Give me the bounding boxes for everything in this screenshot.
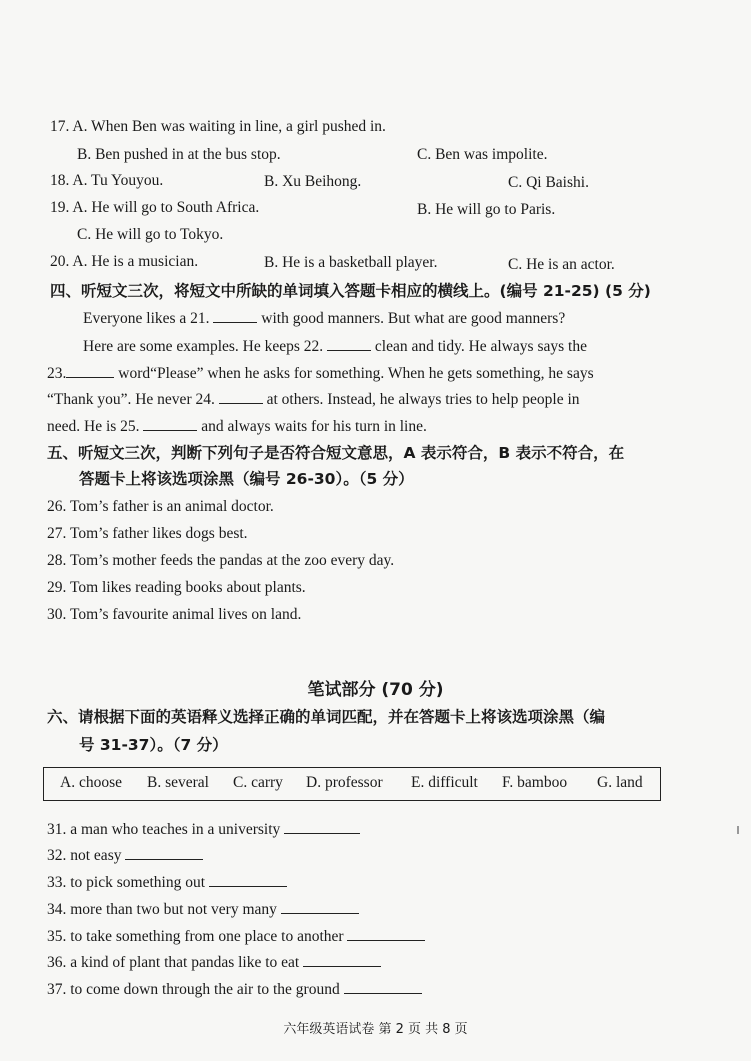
passage-text: and always waits for his turn in line.	[201, 418, 427, 435]
definition-text: 33. to pick something out	[47, 874, 206, 891]
section6-heading-line2: 号 31-37）。（7 分）	[79, 736, 228, 754]
blank-24	[219, 389, 263, 404]
section6-heading-line1: 六、请根据下面的英语释义选择正确的单词匹配，并在答题卡上将该选项涂黑（编	[47, 708, 606, 726]
q30-statement: 30. Tom’s favourite animal lives on land.	[47, 606, 302, 623]
q26-statement: 26. Tom’s father is an animal doctor.	[47, 498, 274, 515]
blank-25	[143, 416, 197, 431]
definition-text: 35. to take something from one place to another	[47, 928, 344, 945]
q19-option-c: C. He will go to Tokyo.	[77, 226, 224, 243]
word-option-e: E. difficult	[411, 774, 478, 791]
q32-definition	[47, 845, 203, 866]
q20-option-c: C. He is an actor.	[508, 256, 615, 273]
q19-option-b: B. He will go to Paris.	[417, 201, 556, 218]
answer-blank-33	[209, 872, 287, 887]
word-option-g: G. land	[597, 774, 643, 791]
q17-option-a: 17. A. When Ben was waiting in line, a girl pushed in.	[50, 118, 386, 135]
passage-text: word“Please” when he asks for something. When he gets something, he says	[118, 365, 594, 382]
passage-text: Here are some examples. He keeps 22.	[83, 338, 324, 355]
definition-text: 34. more than two but not very many	[47, 901, 277, 918]
q18-option-c: C. Qi Baishi.	[508, 174, 589, 191]
q29-statement: 29. Tom likes reading books about plants.	[47, 579, 306, 596]
word-option-c: C. carry	[233, 774, 283, 791]
section4-passage-line4	[47, 389, 580, 410]
answer-blank-35	[347, 926, 425, 941]
answer-blank-32	[125, 845, 203, 860]
blank-21	[213, 308, 257, 323]
passage-text: with good manners. But what are good manners?	[261, 310, 566, 327]
answer-blank-34	[281, 899, 359, 914]
q17-option-b: B. Ben pushed in at the bus stop.	[77, 146, 281, 163]
answer-blank-37	[344, 979, 422, 994]
blank-23	[66, 363, 114, 378]
q18-option-a: 18. A. Tu Youyou.	[50, 172, 164, 189]
section5-heading-line1: 五、听短文三次，判断下列句子是否符合短文意思，A 表示符合，B 表示不符合，在	[47, 444, 625, 462]
q36-definition	[47, 952, 381, 973]
answer-blank-31	[284, 819, 360, 834]
section5-heading-line2: 答题卡上将该选项涂黑（编号 26-30）。（5 分）	[79, 470, 414, 488]
q27-statement: 27. Tom’s father likes dogs best.	[47, 525, 248, 542]
word-option-f: F. bamboo	[502, 774, 568, 791]
section4-passage-line2	[83, 336, 587, 357]
section4-heading: 四、听短文三次，将短文中所缺的单词填入答题卡相应的横线上。(编号 21-25) (5 分)	[50, 282, 651, 300]
q17-option-c: C. Ben was impolite.	[417, 146, 548, 163]
q18-option-b: B. Xu Beihong.	[264, 173, 362, 190]
passage-text: at others. Instead, he always tries to help people in	[266, 391, 580, 408]
q20-option-b: B. He is a basketball player.	[264, 254, 438, 271]
word-options-box	[43, 767, 661, 801]
word-option-a: A. choose	[60, 774, 122, 791]
page-footer: 六年级英语试卷 第 2 页 共 8 页	[283, 1022, 468, 1037]
q33-definition	[47, 872, 287, 893]
blank-22	[327, 336, 371, 351]
section4-passage-line3	[47, 363, 594, 384]
q19-option-a: 19. A. He will go to South Africa.	[50, 199, 260, 216]
written-part-title: 笔试部分 (70 分)	[307, 680, 444, 700]
q35-definition	[47, 926, 425, 947]
passage-text: need. He is 25.	[47, 418, 140, 435]
definition-text: 31. a man who teaches in a university	[47, 821, 281, 838]
definition-text: 37. to come down through the air to the ground	[47, 981, 340, 998]
scan-edge-mark	[737, 826, 739, 834]
definition-text: 32. not easy	[47, 847, 122, 864]
q37-definition	[47, 979, 422, 1000]
answer-blank-36	[303, 952, 381, 967]
word-option-b: B. several	[147, 774, 209, 791]
passage-text: “Thank you”. He never 24.	[47, 391, 215, 408]
q31-definition	[47, 819, 360, 840]
passage-text: 23.	[47, 365, 67, 382]
q28-statement: 28. Tom’s mother feeds the pandas at the zoo every day.	[47, 552, 395, 569]
passage-text: Everyone likes a 21.	[83, 310, 210, 327]
section4-passage-line5	[47, 416, 427, 437]
section4-passage-line1	[83, 308, 565, 329]
q20-option-a: 20. A. He is a musician.	[50, 253, 199, 270]
q34-definition	[47, 899, 359, 920]
passage-text: clean and tidy. He always says the	[374, 338, 587, 355]
definition-text: 36. a kind of plant that pandas like to eat	[47, 954, 300, 971]
word-option-d: D. professor	[306, 774, 383, 791]
